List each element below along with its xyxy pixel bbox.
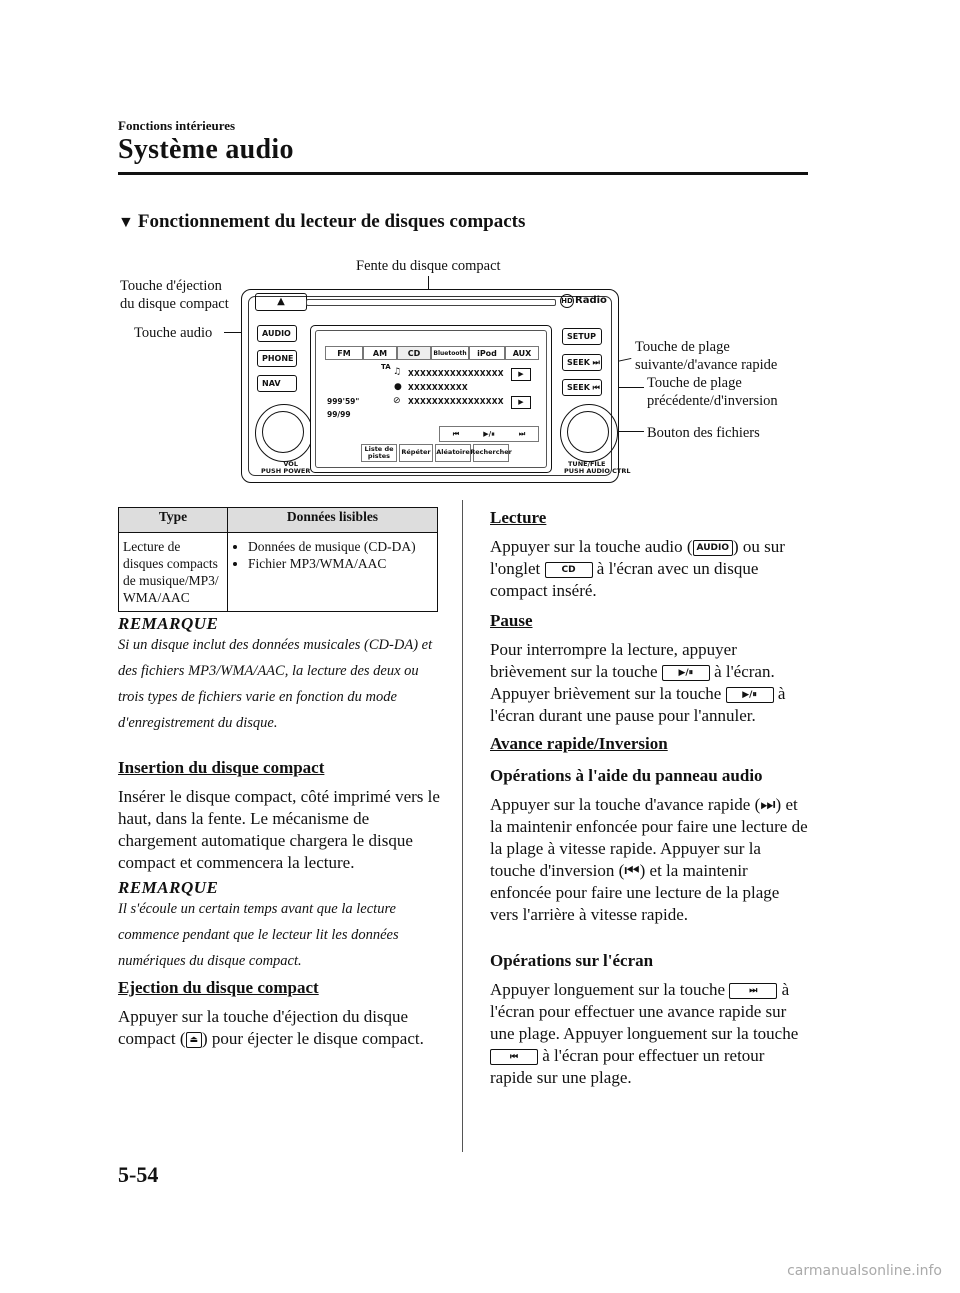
playback-controls — [439, 426, 539, 442]
music-note-icon: ♫ — [393, 367, 402, 377]
hd-radio-logo — [560, 294, 607, 308]
prev-track-icon[interactable]: ⏮ — [452, 430, 460, 438]
track-title: XXXXXXXXXXXXXXXX — [408, 369, 504, 378]
title-rule — [118, 172, 808, 175]
track-list-button[interactable]: Liste de pistes — [361, 444, 397, 462]
volume-label-line1: VOL — [283, 460, 298, 468]
eject-text-part2: ) pour éjecter le disque compact. — [202, 1029, 424, 1048]
eject-heading: Ejection du disque compact — [118, 978, 319, 997]
screen-text-part4: à l'écran pour effectuer un retour rapide sur une plage. — [490, 1046, 765, 1087]
seek-next-button[interactable]: SEEK ⏭ — [562, 354, 602, 371]
callout-eject-line2: du disque compact — [120, 296, 229, 312]
tune-label-line2: PUSH AUDIO CTRL — [564, 467, 631, 475]
next-track-icon[interactable]: ⏭ — [518, 430, 526, 438]
panel-text-part4: ) et la maintenir enfoncée pour faire une lecture de la plage vers l'arrière à vitesse rapide. — [490, 861, 780, 924]
screen-heading: Opérations sur l'écran — [490, 951, 654, 970]
section-heading — [118, 211, 525, 233]
search-button[interactable]: Rechercher — [473, 444, 509, 462]
disc-slot — [306, 299, 556, 306]
panel-text — [490, 794, 810, 926]
tune-label-line1: TUNE/FILE — [568, 460, 606, 468]
phone-button[interactable]: PHONE — [257, 350, 297, 367]
tune-knob-label — [564, 461, 631, 475]
readable-data-table — [118, 507, 438, 612]
volume-knob-label — [261, 461, 310, 475]
callout-next-line2: suivante/d'avance rapide — [635, 357, 778, 373]
audio-button[interactable]: AUDIO — [257, 325, 297, 342]
table-header-row — [119, 508, 438, 533]
eject-icon: ⏏ — [186, 1032, 203, 1048]
tab-am[interactable]: AM — [363, 346, 397, 360]
eject-text — [118, 1006, 448, 1050]
pause-heading: Pause — [490, 611, 533, 630]
track-title-play-icon[interactable]: ▶ — [511, 368, 531, 381]
ff-heading: Avance rapide/Inversion — [490, 734, 668, 753]
lecture-text-part2: ) ou sur l'onglet — [490, 537, 785, 578]
tab-ipod[interactable]: iPod — [469, 346, 505, 360]
seek-prev-button[interactable]: SEEK ⏮ — [562, 379, 602, 396]
insert-heading: Insertion du disque compact — [118, 758, 325, 777]
screen-text-part2: à l'écran pour effectuer une avance rapide sur une plage. — [490, 980, 790, 1043]
lecture-text-part1: Appuyer sur la touche audio ( — [490, 537, 693, 556]
panel-heading: Opérations à l'aide du panneau audio — [490, 766, 763, 785]
screen-text-part1: Appuyer longuement sur la touche — [490, 980, 726, 999]
eject-button[interactable]: ▲ — [255, 293, 307, 311]
hd-logo-text: Radio — [575, 295, 607, 306]
panel-text-part3: Appuyer sur la touche d'inversion ( — [490, 839, 761, 880]
tab-bluetooth[interactable]: Bluetooth — [431, 346, 469, 360]
pause-text-part4: à l'écran durant une pause pour l'annuler. — [490, 684, 786, 725]
callout-eject-line1: Touche d'éjection — [120, 278, 222, 294]
artist-icon: ● — [394, 382, 402, 392]
fast-forward-icon: ⏭ — [729, 983, 777, 999]
note-heading-1: REMARQUE — [118, 614, 219, 633]
tab-cd[interactable]: CD — [397, 346, 431, 360]
rewind-icon: ⏮ — [490, 1049, 538, 1065]
ta-indicator: TA — [381, 363, 391, 371]
page-number: 5-54 — [118, 1162, 159, 1187]
volume-knob[interactable] — [255, 404, 313, 462]
lecture-heading: Lecture — [490, 508, 547, 527]
section-category: Fonctions intérieures — [118, 118, 236, 133]
screen-text — [490, 979, 810, 1089]
touch-screen — [310, 325, 552, 473]
play-pause-icon: ▶/⏸ — [726, 687, 774, 703]
tab-fm[interactable]: FM — [325, 346, 363, 360]
play-pause-icon[interactable]: ▶/⏸ — [483, 430, 495, 438]
table-row — [119, 533, 438, 612]
table-cell-data — [228, 533, 438, 612]
repeat-button[interactable]: Répéter — [399, 444, 433, 462]
shuffle-button[interactable]: Aléatoire — [435, 444, 471, 462]
callout-prev-line2: précédente/d'inversion — [647, 393, 778, 409]
volume-label-line2: PUSH POWER — [261, 467, 311, 475]
pause-text-part1: Pour interrompre la lecture, appuyer brièvement sur la touche — [490, 640, 737, 681]
cd-tab-icon: CD — [545, 562, 593, 578]
insert-text: Insérer le disque compact, côté imprimé vers le haut, dans la fente. Le mécanisme de chargement automatique chargera le disque compact et commencera la lecture. — [118, 787, 440, 872]
fast-forward-icon: ⏭ — [760, 795, 776, 814]
audio-button-icon: AUDIO — [693, 540, 733, 556]
table-header-data: Données lisibles — [228, 508, 438, 533]
setup-button[interactable]: SETUP — [562, 328, 602, 345]
watermark: carmanualsonline.info — [787, 1263, 942, 1279]
callout-audio: Touche audio — [134, 325, 213, 341]
list-item: • Fichier MP3/WMA/AAC — [248, 555, 433, 572]
table-header-type: Type — [119, 508, 228, 533]
callout-file-knob: Bouton des fichiers — [647, 425, 760, 441]
panel-text-part2: ) et la maintenir enfoncée pour faire une lecture de la plage à vitesse rapide. — [490, 795, 808, 858]
album-icon: ⊘ — [393, 396, 401, 406]
note-heading-2: REMARQUE — [118, 878, 219, 897]
hd-logo-mark: HD — [560, 294, 574, 308]
play-pause-icon: ▶/⏸ — [662, 665, 710, 681]
tune-file-knob[interactable] — [560, 404, 618, 462]
lecture-text-part3: à l'écran avec un disque compact inséré. — [490, 559, 759, 600]
lecture-text — [490, 536, 810, 602]
track-album: XXXXXXXXXXXXXXXX — [408, 397, 504, 406]
track-artist: XXXXXXXXXX — [408, 383, 468, 392]
nav-button[interactable]: NAV — [257, 375, 297, 392]
panel-text-part1: Appuyer sur la touche d'avance rapide ( — [490, 795, 761, 814]
note-text-2: Il s'écoule un certain temps avant que la lecture commence pendant que le lecteur lit les données numériques du disque compact. — [118, 901, 399, 969]
callout-next-line1: Touche de plage — [635, 339, 730, 355]
track-counter: 99/99 — [327, 410, 351, 419]
pause-text — [490, 639, 810, 727]
list-item: • Données de musique (CD-DA) — [248, 538, 433, 555]
page-title: Système audio — [118, 134, 294, 165]
track-album-play-icon[interactable]: ▶ — [511, 396, 531, 409]
pause-text-part2: à l'écran. — [714, 662, 775, 681]
elapsed-time: 999'59" — [327, 397, 360, 406]
note-text-1: Si un disque inclut des données musicales (CD-DA) et des fichiers MP3/WMA/AAC, la lecture des deux ou trois types de fichiers varie en fonction du mode d'enregistrement du disque. — [118, 637, 433, 731]
column-divider — [462, 500, 463, 1152]
section-heading-text: Fonctionnement du lecteur de disques compacts — [137, 211, 526, 232]
triangle-bullet-icon: ▼ — [118, 214, 134, 231]
callout-slot: Fente du disque compact — [356, 258, 501, 274]
screen-text-part3: Appuyer longuement sur la touche — [563, 1024, 799, 1043]
pause-text-part3: Appuyer brièvement sur la touche — [490, 684, 722, 703]
rewind-icon: ⏮ — [624, 861, 640, 880]
callout-prev-line1: Touche de plage — [647, 375, 742, 391]
eject-text-part1: Appuyer sur la touche d'éjection du disque compact ( — [118, 1007, 409, 1048]
table-cell-type: Lecture de disques compacts de musique/MP3/ WMA/AAC — [119, 533, 228, 612]
tab-aux[interactable]: AUX — [505, 346, 539, 360]
